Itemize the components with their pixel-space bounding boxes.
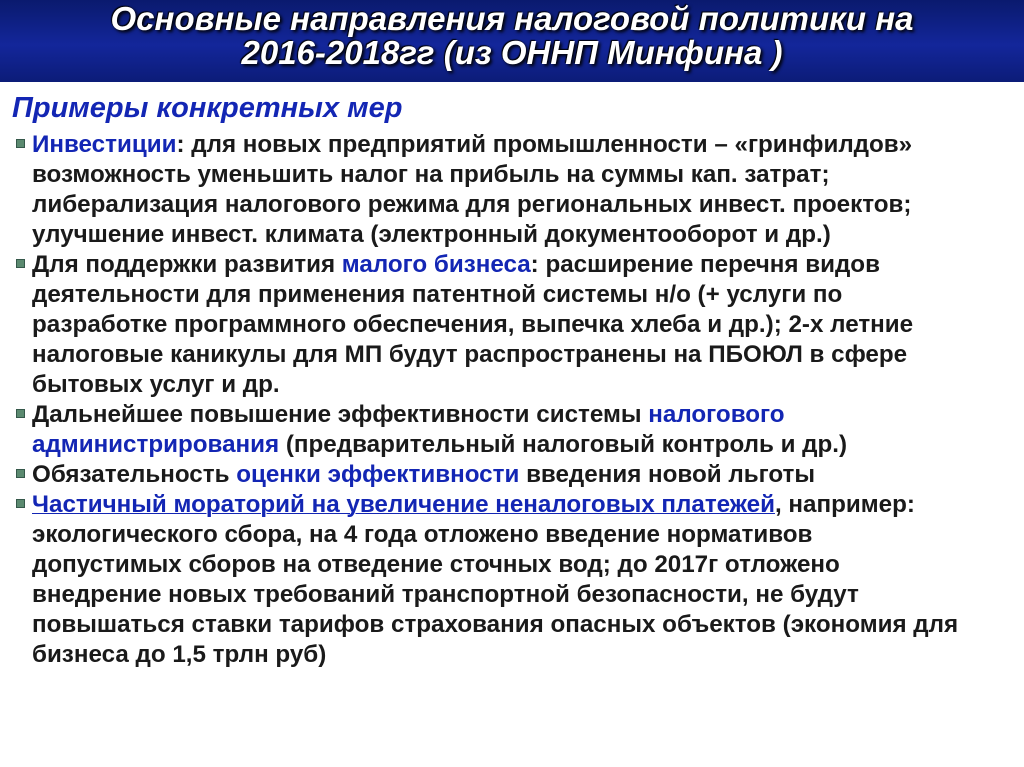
bullet-line: [32, 310, 1014, 340]
highlighted-term: налогового: [648, 401, 785, 428]
bullet-line: [32, 460, 1014, 490]
highlighted-term: Частичный мораторий на увеличение неналоговых платежей: [32, 491, 775, 518]
square-bullet-icon: [16, 139, 25, 148]
highlighted-term: малого бизнеса: [341, 251, 531, 278]
slide-title: [0, 2, 1024, 70]
bullet-line: [32, 280, 1014, 310]
bullet-line: [32, 250, 1014, 280]
square-bullet-icon: [16, 409, 25, 418]
bullet-line: [32, 490, 1014, 520]
highlighted-term: Инвестиции: [32, 131, 177, 158]
bullet-line: [32, 550, 1014, 580]
bullet-text: разработке программного обеспечения, выпечка хлеба и др.); 2-х летние: [32, 311, 914, 338]
bullet-item: [14, 250, 1014, 400]
bullet-text: либерализация налогового режима для региональных инвест. проектов;: [32, 191, 912, 218]
bullet-text: допустимых сборов на отведение сточных вод; до 2017г отложено: [32, 551, 840, 578]
slide-title-line-1: Основные направления налоговой политики на: [110, 0, 914, 37]
bullet-text: возможность уменьшить налог на прибыль на суммы кап. затрат;: [32, 161, 830, 188]
slide-subtitle: Примеры конкретных мер: [12, 92, 403, 124]
square-bullet-icon: [16, 259, 25, 268]
bullet-text: деятельности для применения патентной системы н/о (+ услуги по: [32, 281, 843, 308]
bullet-line: [32, 130, 1014, 160]
slide-header: [0, 0, 1024, 82]
square-bullet-icon: [16, 499, 25, 508]
bullet-text: бизнеса до 1,5 трлн руб): [32, 641, 327, 668]
bullet-text: : расширение перечня видов: [530, 251, 880, 278]
bullet-text: Для поддержки развития: [32, 251, 342, 278]
bullet-item: [14, 130, 1014, 250]
bullet-line: [32, 430, 1014, 460]
bullet-text: налоговые каникулы для МП будут распространены на ПБОЮЛ в сфере: [32, 341, 908, 368]
bullet-text: , например:: [774, 491, 915, 518]
square-bullet-icon: [16, 469, 25, 478]
bullet-line: [32, 520, 1014, 550]
bullet-text: бытовых услуг и др.: [32, 371, 280, 398]
bullet-line: [32, 340, 1014, 370]
bullet-text: внедрение новых требований транспортной безопасности, не будут: [32, 581, 859, 608]
bullet-text: : для новых предприятий промышленности – «гринфилдов»: [176, 131, 913, 158]
bullet-line: [32, 220, 1014, 250]
slide-title-line-2: 2016-2018гг (из ОННП Минфина ): [241, 34, 783, 71]
bullet-text: введения новой льготы: [519, 461, 816, 488]
bullet-item: [14, 490, 1014, 670]
bullet-line: [32, 640, 1014, 670]
bullet-list: [14, 130, 1014, 670]
bullet-line: [32, 400, 1014, 430]
highlighted-term: оценки эффективности: [236, 461, 520, 488]
bullet-item: [14, 460, 1014, 490]
bullet-text: (предварительный налоговый контроль и др.): [279, 431, 848, 458]
bullet-text: экологического сбора, на 4 года отложено введение нормативов: [32, 521, 813, 548]
bullet-text: Дальнейшее повышение эффективности системы: [32, 401, 649, 428]
bullet-item: [14, 400, 1014, 460]
bullet-text: повышаться ставки тарифов страхования опасных объектов (экономия для: [32, 611, 959, 638]
bullet-line: [32, 580, 1014, 610]
highlighted-term: администрирования: [32, 431, 280, 458]
bullet-text: Обязательность: [32, 461, 237, 488]
bullet-line: [32, 370, 1014, 400]
bullet-line: [32, 610, 1014, 640]
bullet-line: [32, 190, 1014, 220]
bullet-text: улучшение инвест. климата (электронный документооборот и др.): [32, 221, 831, 248]
bullet-line: [32, 160, 1014, 190]
